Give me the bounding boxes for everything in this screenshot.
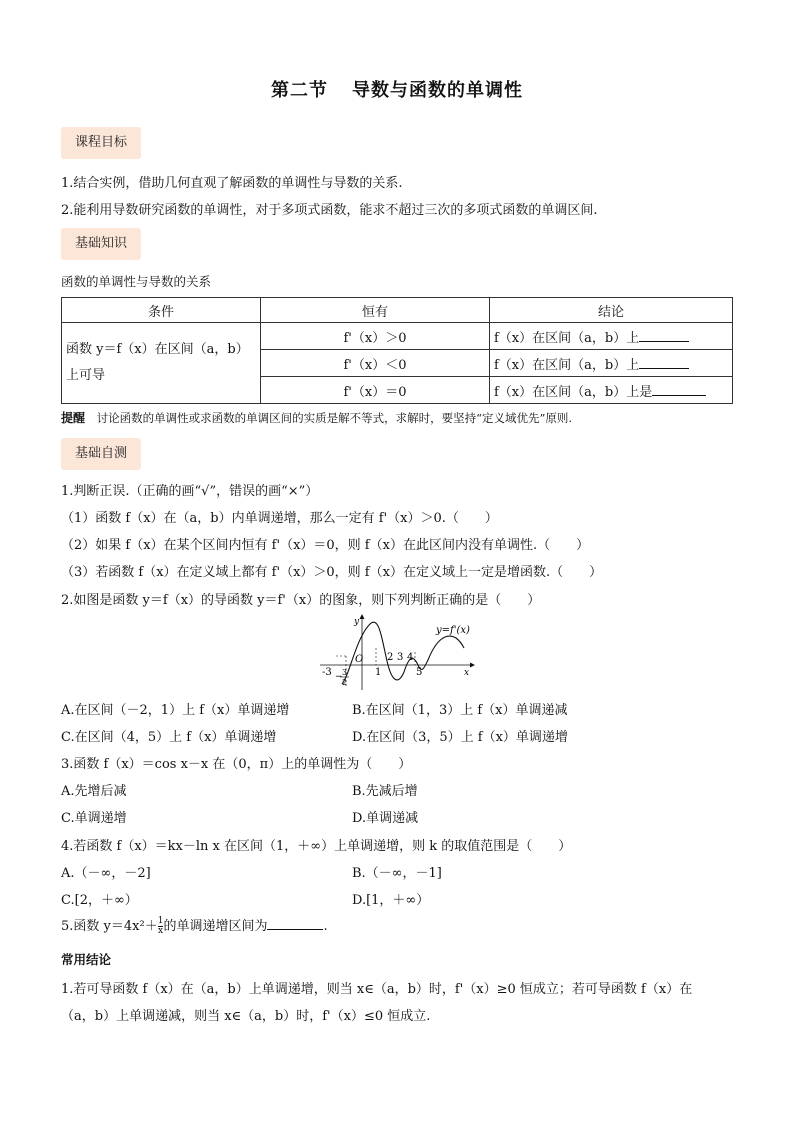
q1-item-2: （2）如果 f（x）在某个区间内恒有 f'（x）＝0，则 f（x）在此区间内没有单调性.（ ）	[61, 538, 590, 553]
answer-blank	[267, 917, 323, 930]
tick-label: -3	[322, 667, 332, 678]
common-conclusion-line-2: （a，b）上单调递减，则当 x∈（a，b）时，f'（x）≤0 恒成立.	[61, 1009, 431, 1024]
q5-fraction: $\frac{1}{x}$	[157, 916, 164, 936]
x-label: x	[464, 668, 470, 678]
q4-option-c: C.[2，＋∞）	[61, 893, 138, 908]
q1-item-3: （3）若函数 f（x）在定义域上都有 f'（x）＞0，则 f（x）在定义域上一定是增函数.（ ）	[61, 565, 603, 580]
derivative-cell: f'（x）＝0	[261, 377, 490, 404]
basics-subtitle: 函数的单调性与导数的关系	[61, 274, 212, 289]
y-axis-arrow	[360, 614, 365, 619]
table-header: 恒有	[261, 298, 490, 323]
section-tag-selftest: 基础自测	[61, 438, 141, 470]
q1-stem: 1.判断正误.（正确的画“√”，错误的画“×”）	[61, 484, 319, 499]
x-axis-arrow	[470, 663, 475, 668]
q3-option-c: C.单调递增	[61, 811, 127, 826]
tick-frac-den: 2	[342, 678, 348, 687]
goal-1: 1.结合实例，借助几何直观了解函数的单调性与导数的关系.	[61, 176, 403, 191]
tick-label: 4	[407, 652, 414, 663]
q2-option-d: D.在区间（3，5）上 f（x）单调递增	[352, 730, 568, 745]
q4-option-d: D.[1，＋∞）	[352, 893, 430, 908]
q1-item-1: （1）函数 f（x）在（a，b）内单调递增，那么一定有 f'（x）＞0.（ ）	[61, 511, 498, 526]
curve-label: y=f'(x)	[436, 625, 470, 636]
section-tag-goals: 课程目标	[61, 127, 141, 159]
tick-frac-num: 3	[342, 668, 348, 677]
table-row	[62, 323, 733, 350]
derivative-monotonicity-table	[61, 297, 733, 404]
tick-label: 1	[375, 667, 382, 678]
q4-option-a: A.（－∞，－2]	[61, 866, 151, 881]
answer-blank	[652, 383, 706, 396]
q2-option-c: C.在区间（4，5）上 f（x）单调递增	[61, 730, 277, 745]
page-title: 第二节 导数与函数的单调性	[271, 80, 523, 101]
section-tag-basics: 基础知识	[61, 228, 141, 260]
tick-label: 2	[387, 652, 394, 663]
origin-label: O	[355, 654, 364, 665]
q2-option-a: A.在区间（－2，1）上 f（x）单调递增	[61, 703, 290, 718]
q4-stem: 4.若函数 f（x）＝kx－ln x 在区间（1，＋∞）上单调递增，则 k 的取值范围是（ ）	[61, 839, 572, 854]
conclusion-cell: f（x）在区间（a，b）上	[490, 350, 733, 377]
q2-option-b: B.在区间（1，3）上 f（x）单调递减	[352, 703, 568, 718]
tip: 提醒 讨论函数的单调性或求函数的单调区间的实质是解不等式，求解时，要坚持“定义域优先”原则.	[61, 411, 573, 425]
q3-option-b: B.先减后增	[352, 784, 418, 799]
answer-blank	[639, 329, 689, 342]
conclusion-cell: f（x）在区间（a，b）上是	[490, 377, 733, 404]
conclusion-cell: f（x）在区间（a，b）上	[490, 323, 733, 350]
q3-stem: 3.函数 f（x）＝cos x－x 在（0，π）上的单调性为（ ）	[61, 757, 412, 772]
q5-stem: 5.函数 y＝4x²＋ $\frac{1}{x}$ 的单调递增区间为 .	[61, 916, 328, 936]
q4-option-b: B.（－∞，－1]	[352, 866, 442, 881]
y-label: y	[354, 617, 360, 627]
condition-cell: 函数 y＝f（x）在区间（a，b） 上可导	[62, 323, 261, 404]
table-header: 条件	[62, 298, 261, 323]
common-conclusion-line-1: 1.若可导函数 f（x）在（a，b）上单调递增，则当 x∈（a，b）时，f'（x）≥0 恒成立；若可导函数 f（x）在	[61, 982, 693, 997]
derivative-cell: f'（x）＜0	[261, 350, 490, 377]
derivative-cell: f'（x）＞0	[261, 323, 490, 350]
common-conclusions-title: 常用结论	[61, 952, 112, 967]
tick-label: 5	[416, 667, 423, 678]
q3-option-a: A.先增后减	[61, 784, 127, 799]
goal-2: 2.能利用导数研究函数的单调性，对于多项式函数，能求不超过三次的多项式函数的单调区间.	[61, 203, 598, 218]
tick-neg-sign: −	[335, 672, 343, 682]
tick-label: 3	[397, 652, 404, 663]
q2-stem: 2.如图是函数 y＝f（x）的导函数 y＝f'（x）的图象，则下列判断正确的是（ ）	[61, 593, 541, 608]
table-header: 结论	[490, 298, 733, 323]
derivative-graph	[318, 612, 476, 692]
table-header-row	[62, 298, 733, 323]
q3-option-d: D.单调递减	[352, 811, 419, 826]
answer-blank	[639, 356, 689, 369]
